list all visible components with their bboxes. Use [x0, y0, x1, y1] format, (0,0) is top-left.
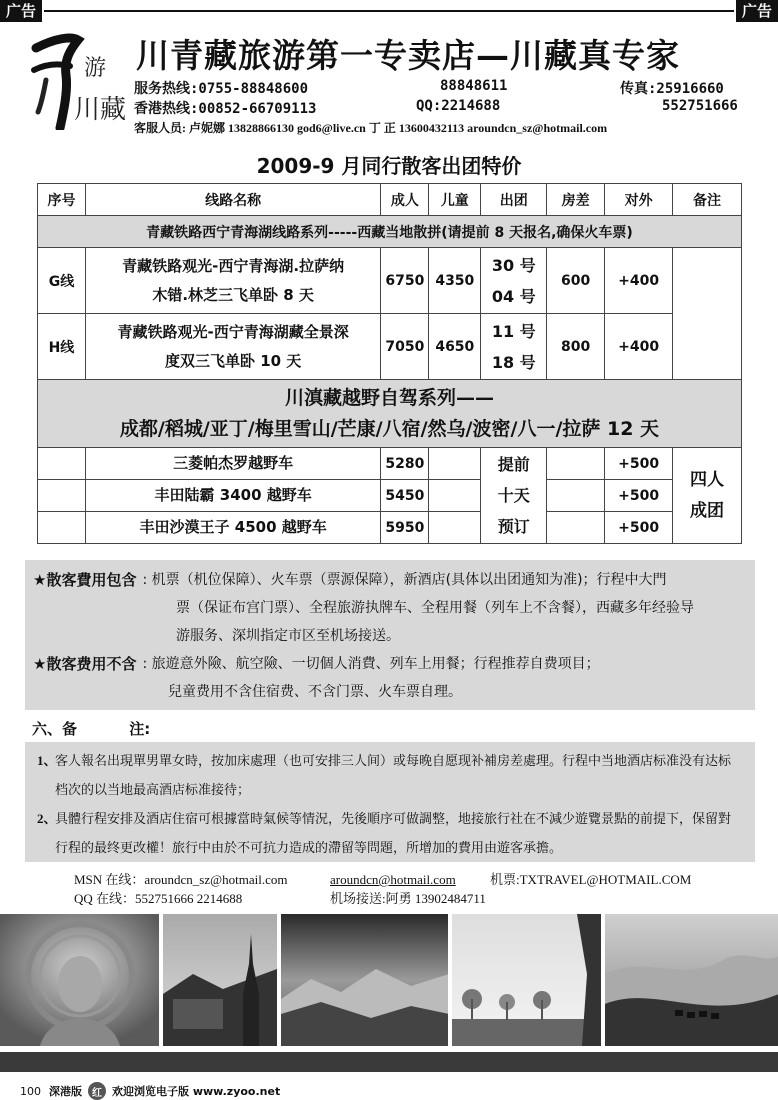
logo-text-top: 游: [84, 56, 107, 81]
route-name: 青藏铁路观光-西宁青海湖藏全景深 度双三飞单卧 10 天: [85, 314, 380, 380]
outside-markup: +500: [605, 448, 673, 480]
page-title: 川青藏旅游第一专卖店—川藏真专家: [136, 36, 680, 75]
outside-markup: +500: [605, 480, 673, 512]
table-row: [38, 480, 742, 512]
fees-exclude-text: 兒童费用不含住宿费、不含门票、火车票自理。: [168, 684, 462, 700]
fax-number: 传真:25916660: [620, 81, 724, 97]
tour-price-table: [37, 183, 742, 544]
msn-contact: MSN 在线：aroundcn_sz@hotmail.com: [74, 872, 288, 887]
top-rule: [44, 10, 734, 12]
car-name: 丰田沙漠王子 4500 越野车: [85, 512, 380, 544]
line-code: [38, 448, 86, 480]
mountain-photo: [281, 914, 448, 1046]
fees-include-text: : 机票（机位保障）、火车票（票源保障），新酒店(具体以出团通知为准)；行程中大門: [142, 572, 667, 588]
header-cell: 房差: [547, 184, 605, 216]
line-code: [38, 512, 86, 544]
qq-number: QQ:2214688: [416, 98, 501, 114]
bottom-contacts: [74, 870, 691, 908]
qq-contact: QQ 在线：552751666 2214688: [74, 891, 243, 906]
header-cell: 成人: [381, 184, 429, 216]
room-surcharge: [547, 512, 605, 544]
room-surcharge: 800: [547, 314, 605, 380]
grassland-trees-photo: [452, 914, 601, 1046]
photo-strip: [0, 914, 778, 1046]
departure-dates: 11 号 18 号: [481, 314, 547, 380]
child-price: 4350: [429, 248, 481, 314]
notes-section: [25, 742, 755, 862]
route-name: 青藏铁路观光-西宁青海湖.拉萨纳 木错.林芝三飞单卧 8 天: [85, 248, 380, 314]
note-cell: [673, 248, 742, 380]
room-surcharge: [547, 480, 605, 512]
service-hotline-2: 88848611: [440, 78, 508, 94]
fees-include-text: 票（保证布宫门票）、全程旅游执牌车、全程用餐（列车上不含餐），西藏多年经验导: [176, 600, 694, 616]
fees-exclude-label: ★散客费用不含: [33, 655, 137, 673]
line-code: H线: [38, 314, 86, 380]
outside-markup: +400: [605, 314, 673, 380]
ad-label-left: 广告: [0, 0, 42, 22]
outside-markup: +500: [605, 512, 673, 544]
room-surcharge: 600: [547, 248, 605, 314]
logo-text-bottom: 川藏: [74, 95, 126, 125]
price-list-subtitle: 2009-9 月同行散客出团特价: [256, 154, 522, 178]
fees-include-text: 游服务、深圳指定市区至机场接送。: [176, 628, 400, 644]
hk-hotline: 香港热线:00852-66709113: [134, 101, 317, 117]
header-cell: 儿童: [429, 184, 481, 216]
brand-logo: [26, 30, 126, 130]
group-size-note: 四人 成团: [673, 448, 742, 544]
header-cell: 线路名称: [85, 184, 380, 216]
buddha-photo: [0, 914, 159, 1046]
adult-price: 6750: [381, 248, 429, 314]
notes-title: 六、备 注:: [32, 720, 151, 738]
car-name: 丰田陆霸 3400 越野车: [85, 480, 380, 512]
adult-price: 5280: [381, 448, 429, 480]
table-row: [38, 248, 742, 314]
page-footer: [20, 1082, 280, 1100]
msn-contact-2[interactable]: aroundcn@hotmail.com: [330, 872, 456, 887]
qq-number-2: 552751666: [662, 98, 738, 114]
child-price: [429, 512, 481, 544]
list-item: 1、 客人報名出現單男單女時，按加床處理（也可安排三人间）或每晚自愿现补補房差處理。行程中当地酒店标准没有达标档次的以当地最高酒店标准接待；: [37, 753, 732, 797]
airport-transfer: 机场接送:阿勇 13902484711: [330, 891, 486, 906]
stupa-photo: [163, 914, 276, 1046]
fees-include-label: ★散客費用包含: [33, 571, 137, 589]
service-hotline: 服务热线:0755-88848600: [134, 81, 309, 97]
staff-contacts: 客服人员: 卢妮娜 13828866130 god6@live.cn 丁 正 13600432113 aroundcn_sz@hotmail.com: [134, 121, 608, 135]
footer-bar: [0, 1052, 778, 1072]
adult-price: 7050: [381, 314, 429, 380]
header-cell: 出团: [481, 184, 547, 216]
line-code: G线: [38, 248, 86, 314]
website-text[interactable]: 欢迎浏览电子版 www.zyoo.net: [112, 1085, 281, 1098]
list-item: 2、 具體行程安排及酒店住宿可根據當時氣候等情況，先後順序可做調整，地接旅行社在不減少遊覽景點的前提下，保留對行程的最终更改權！旅行中由於不可抗力造成的滯留等問題，所增加的費用由遊客承擔。: [37, 811, 732, 855]
red-logo-icon: 红: [88, 1082, 106, 1100]
table-row: [38, 448, 742, 480]
car-name: 三菱帕杰罗越野车: [85, 448, 380, 480]
outside-markup: +400: [605, 248, 673, 314]
section-qinghai-tibet-title: 青藏铁路西宁青海湖线路系列-----西藏当地散拼(请提前 8 天报名,确保火车票): [38, 216, 742, 248]
section-self-drive-title: 川滇藏越野自驾系列—— 成都/稻城/亚丁/梅里雪山/芒康/八宿/然乌/波密/八一/拉萨 12 天: [38, 380, 742, 448]
departure-dates: 30 号 04 号: [481, 248, 547, 314]
ticket-contact: 机票:TXTRAVEL@HOTMAIL.COM: [490, 872, 692, 887]
child-price: [429, 448, 481, 480]
fees-section: [25, 560, 755, 710]
fees-exclude-text: : 旅遊意外險、航空險、一切個人消費、列车上用餐；行程推荐自费项目；: [142, 656, 600, 672]
child-price: [429, 480, 481, 512]
ad-label-right: 广告: [736, 0, 778, 22]
desert-camels-photo: [605, 914, 778, 1046]
car-departure: 提前 十天 预订: [481, 448, 547, 544]
table-row: [38, 314, 742, 380]
page-number: 100: [20, 1084, 41, 1098]
line-code: [38, 480, 86, 512]
edition-label: 深港版: [49, 1085, 82, 1098]
header-cell: 备注: [673, 184, 742, 216]
room-surcharge: [547, 448, 605, 480]
adult-price: 5950: [381, 512, 429, 544]
table-row: [38, 512, 742, 544]
child-price: 4650: [429, 314, 481, 380]
header-cell: 对外: [605, 184, 673, 216]
adult-price: 5450: [381, 480, 429, 512]
header-cell: 序号: [38, 184, 86, 216]
